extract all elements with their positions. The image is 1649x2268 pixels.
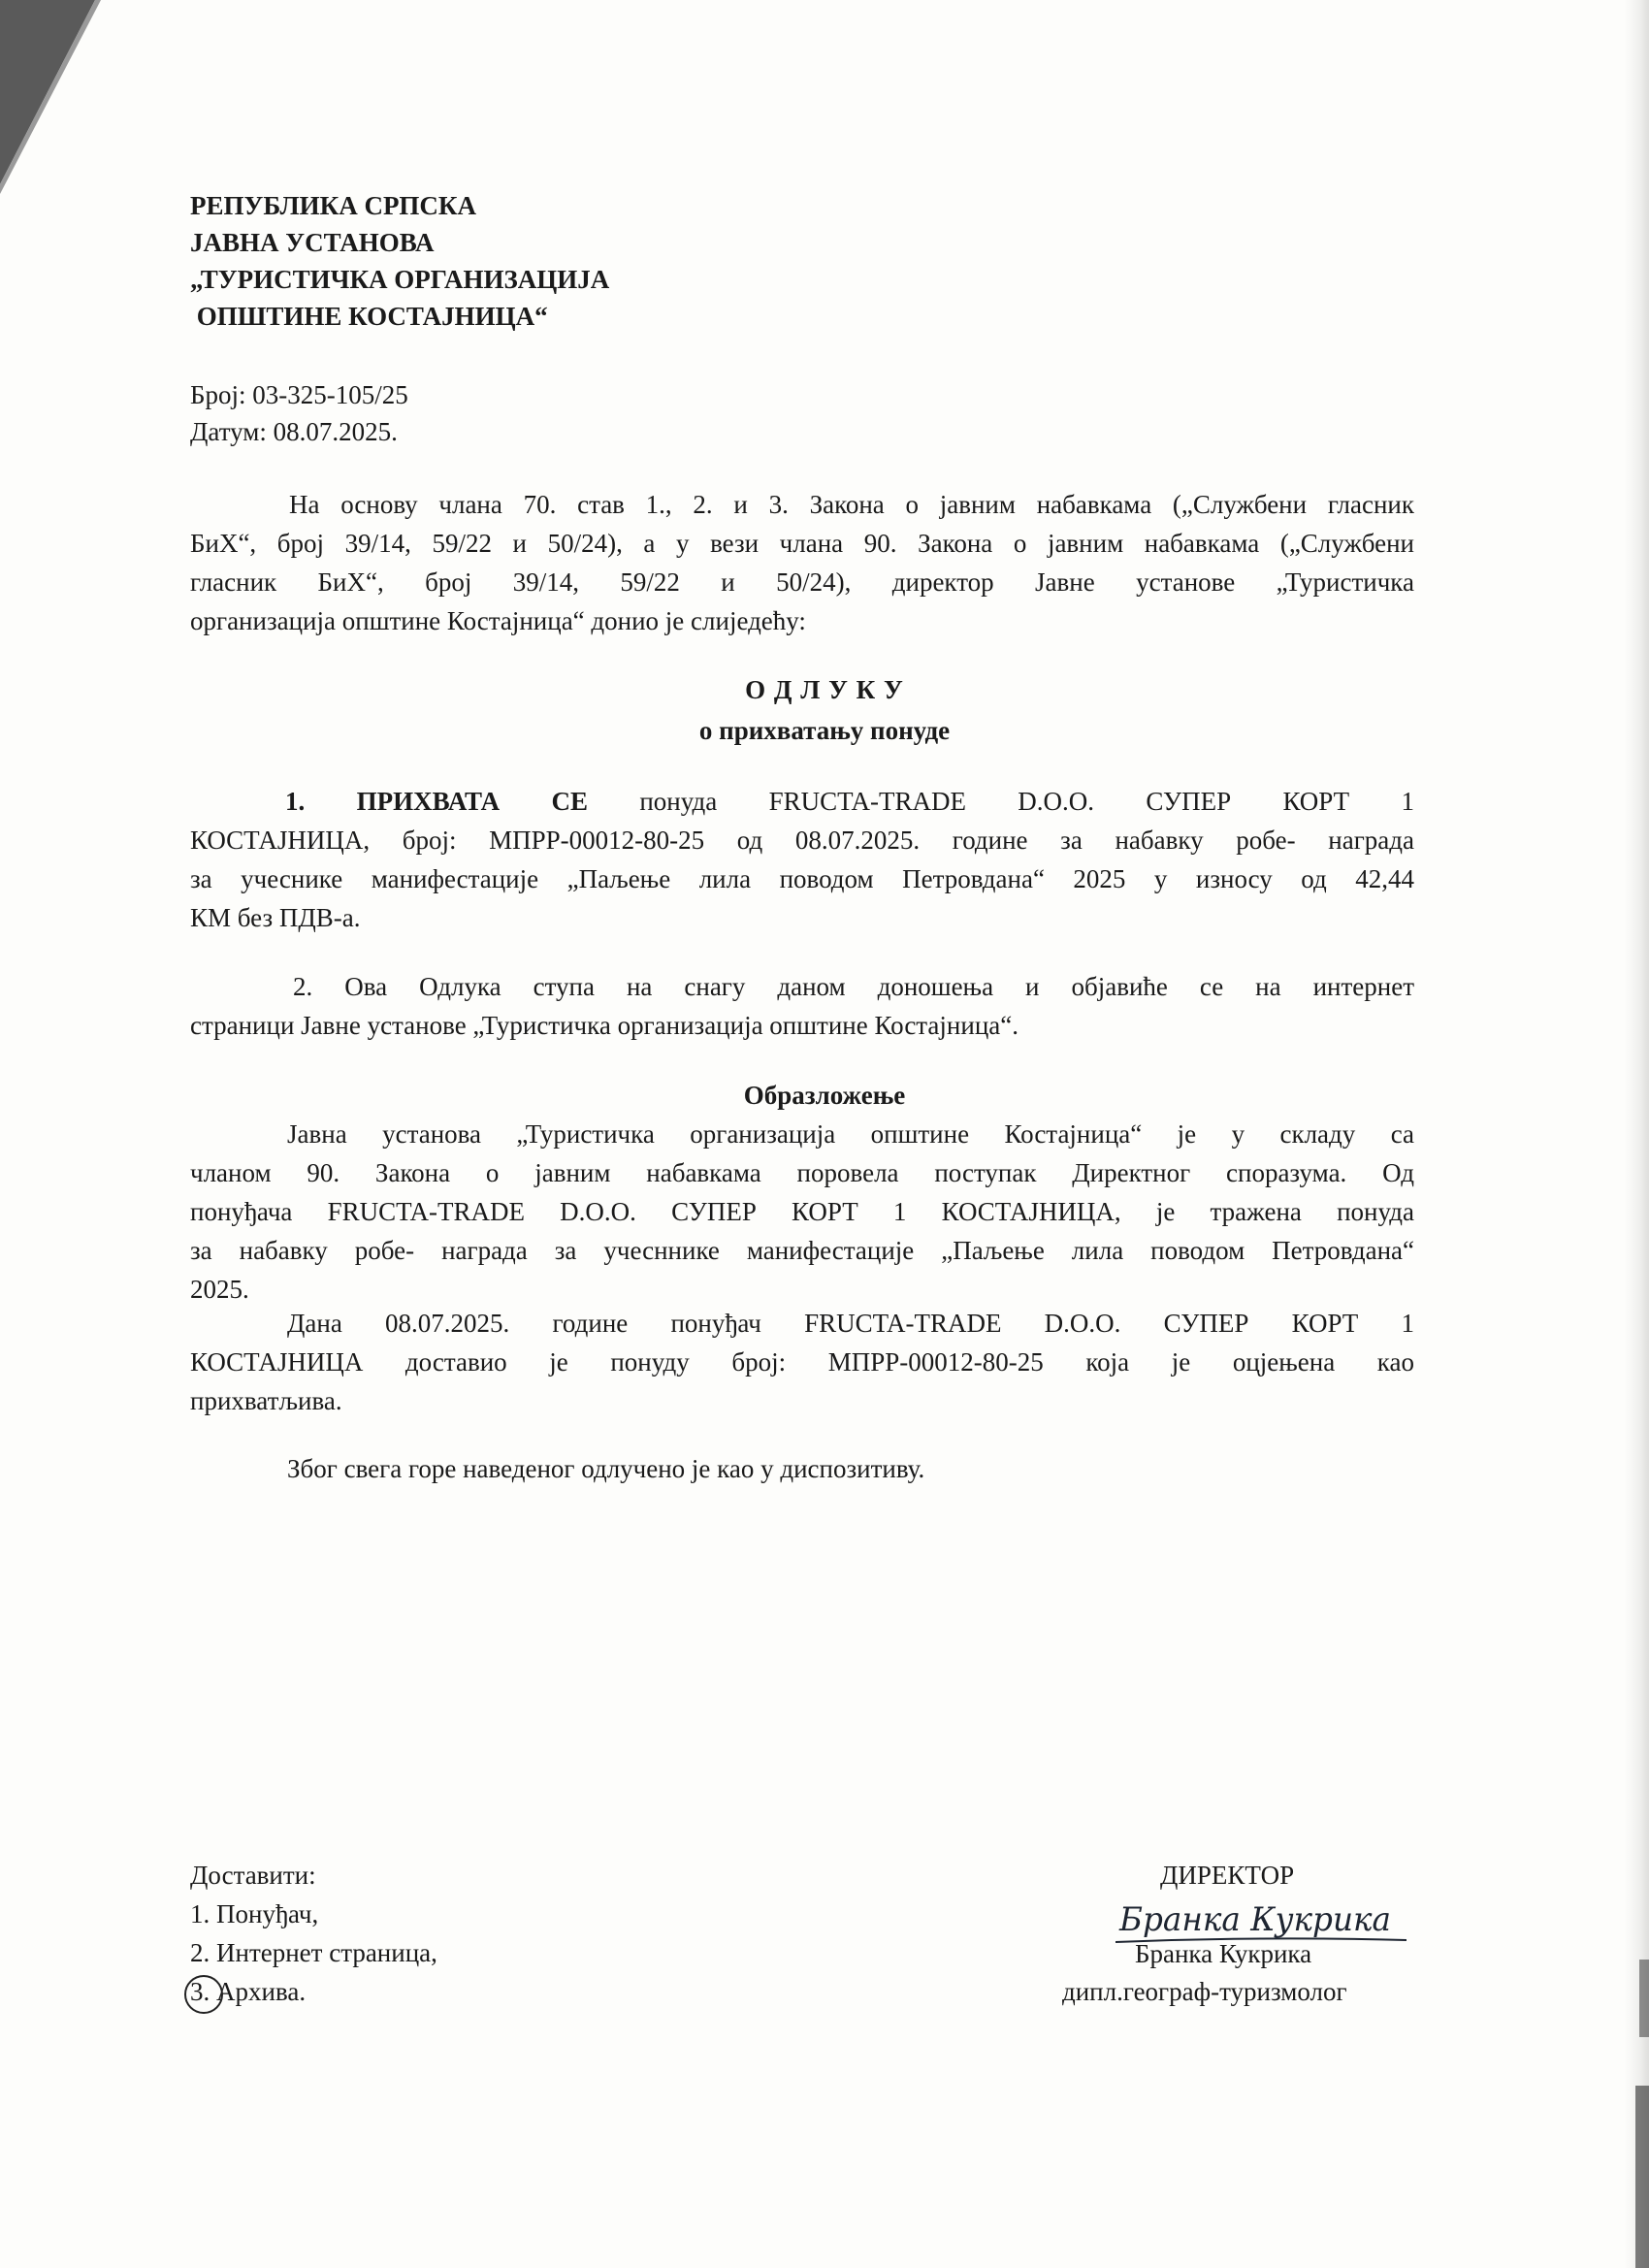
delivery-item: 3. Архива.	[190, 1977, 307, 2006]
header-institution: ЈАВНА УСТАНОВА	[190, 228, 435, 257]
reasoning-heading: Образложење	[743, 1081, 906, 1110]
delivery-heading: Доставити:	[190, 1861, 316, 1890]
decision-title: О Д Л У К У	[745, 675, 904, 704]
item1-line: за учеснике манифестације „Паљење лила поводом Петровдана“ 2025 у износу од 42,44	[190, 864, 1414, 893]
preamble-line: БиХ“, број 39/14, 59/22 и 50/24), а у вези члана 90. Закона о јавним набавкама („Службени	[190, 529, 1414, 558]
preamble-line: организација општине Костајница“ донио је слиједећу:	[190, 606, 806, 635]
signatory-role: ДИРЕКТОР	[1160, 1861, 1295, 1890]
item2-line: страници Јавне установе „Туристичка организација општине Костајница“.	[190, 1011, 1018, 1040]
reasoning-conclusion: Због свега горе наведеног одлучено је као у диспозитиву.	[287, 1454, 925, 1483]
item1-line1-rest: понуда FRUCTA-TRADE D.O.O. СУПЕР КОРТ 1	[588, 787, 1414, 816]
document-date: Датум: 08.07.2025.	[190, 417, 398, 446]
reasoning-line: чланом 90. Закона о јавним набавкама поровела поступак Директног споразума. Од	[190, 1158, 1414, 1187]
item1-line	[190, 782, 1414, 821]
reasoning-paragraph-2	[190, 1304, 1414, 1420]
reasoning-line: понуђача FRUCTA-TRADE D.O.O. СУПЕР КОРТ 1 КОСТАЈНИЦА, је тражена понуда	[190, 1197, 1414, 1226]
reasoning-line: Јавна установа „Туристичка организација општине Костајница“ је у складу са	[287, 1119, 1414, 1149]
decision-item-1	[190, 782, 1414, 937]
document-number: Број: 03-325-105/25	[190, 380, 408, 409]
item1-lead: 1. ПРИХВАТА СЕ	[285, 787, 589, 816]
preamble-line: гласник БиХ“, број 39/14, 59/22 и 50/24), директор Јавне установе „Туристичка	[190, 567, 1414, 597]
scan-shadow-right-edge	[1624, 0, 1649, 2268]
reasoning-line: прихватљива.	[190, 1386, 342, 1415]
decision-item-2	[190, 967, 1414, 1045]
signatory-name: Бранка Кукрика	[1135, 1939, 1312, 1968]
delivery-item: 1. Понуђач,	[190, 1899, 319, 1928]
item1-line: КОСТАЈНИЦА, број: МПРР-00012-80-25 од 08.07.2025. године за набавку робе- награда	[190, 826, 1414, 855]
reasoning-line: за набавку робе- награда за учесннике манифестације „Паљење лила поводом Петровдана“	[190, 1236, 1414, 1265]
scan-edge-marks	[1610, 1940, 1649, 2268]
signatory-title: дипл.географ-туризмолог	[1062, 1977, 1347, 2006]
reasoning-line: КОСТАЈНИЦА доставио је понуду број: МПРР-00012-80-25 која је оцјењена као	[190, 1347, 1414, 1377]
item1-line: КМ без ПДВ-а.	[190, 903, 361, 932]
header-republic: РЕПУБЛИКА СРПСКА	[190, 191, 477, 220]
header-organization: „ТУРИСТИЧКА ОРГАНИЗАЦИЈА	[190, 265, 610, 294]
preamble-line: На основу члана 70. став 1., 2. и 3. Закона о јавним набавкама („Службени гласник	[289, 490, 1414, 519]
scan-shadow-corner	[0, 0, 107, 194]
reasoning-line: 2025.	[190, 1275, 249, 1304]
signature-text: Бранка Кукрика	[1118, 1900, 1391, 1939]
handwritten-circle-mark	[184, 1975, 223, 2014]
institution-header	[190, 187, 609, 335]
preamble-paragraph	[190, 485, 1414, 640]
item2-line: 2. Ова Одлука ступа на снагу даном доношења и објавиће се на интернет	[293, 972, 1414, 1001]
reasoning-paragraph-1	[190, 1115, 1414, 1309]
reasoning-line: Дана 08.07.2025. године понуђач FRUCTA-TRADE D.O.O. СУПЕР КОРТ 1	[287, 1309, 1414, 1338]
delivery-item: 2. Интернет страница,	[190, 1938, 437, 1967]
decision-subtitle: о прихватању понуде	[698, 716, 951, 745]
header-municipality: ОПШТИНЕ КОСТАЈНИЦА“	[190, 302, 548, 331]
